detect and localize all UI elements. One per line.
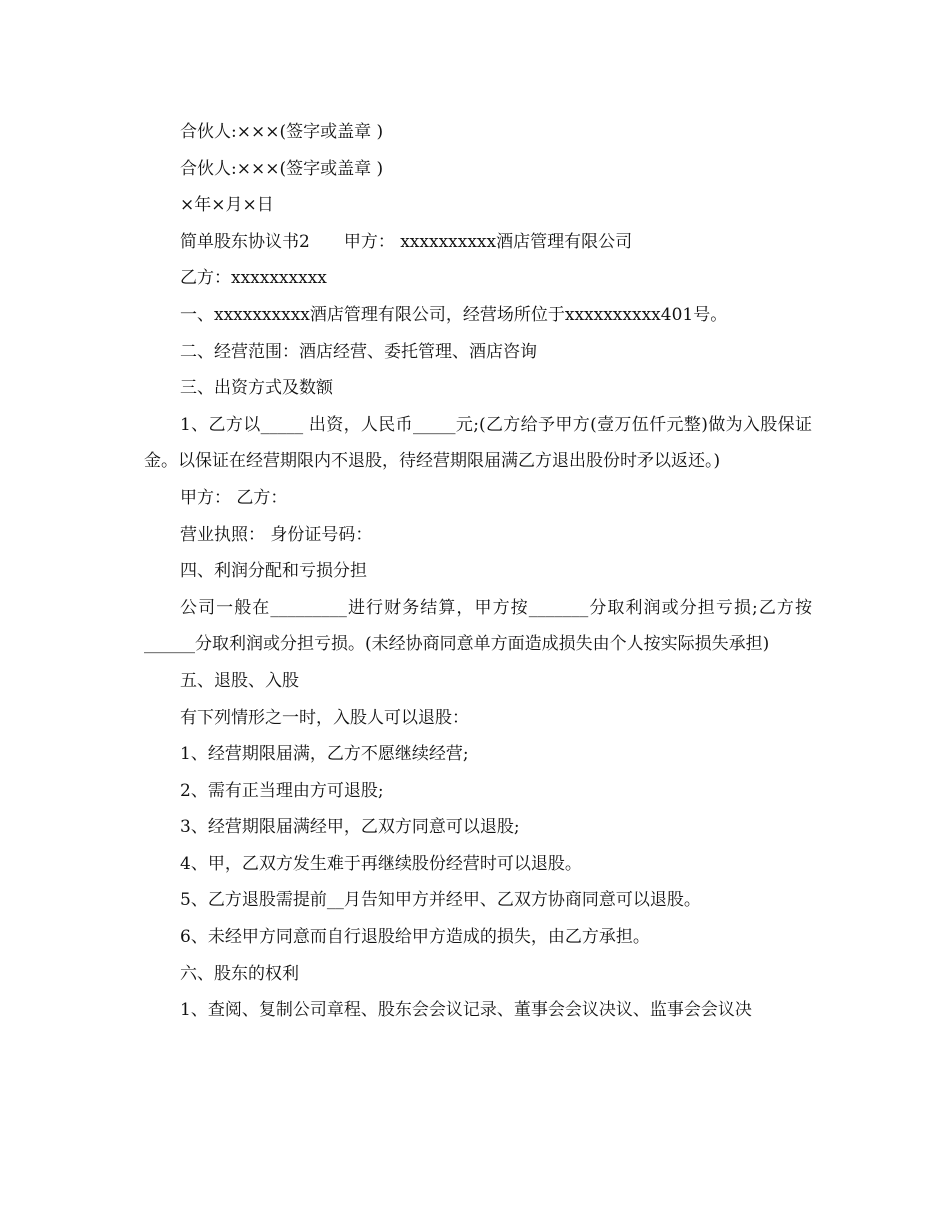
profit-paragraph: 公司一般在_________进行财务结算，甲方按_______分取利润或分担亏损;乙方按______分取利润或分担亏损。(未经协商同意单方面造成损失由个人按实际损失承担): [144, 597, 812, 655]
clause-2-business-scope: 二、经营范围：酒店经营、委托管理、酒店咨询: [180, 341, 537, 362]
shareholder-rights-item-1: 1、查阅、复制公司章程、股东会会议记录、董事会会议决议、监事会会议决: [180, 1000, 752, 1021]
withdrawal-intro: 有下列情形之一时，入股人可以退股：: [180, 707, 469, 728]
partner-signature-line-1: 合伙人:×××(签字或盖章 ): [180, 122, 384, 142]
clause-5-heading: 五、退股、入股: [180, 670, 299, 691]
license-id-line: 营业执照： 身份证号码：: [180, 524, 373, 545]
clause-6-heading: 六、股东的权利: [180, 963, 299, 984]
agreement-title-party-a: 简单股东协议书2 甲方： xxxxxxxxxx酒店管理有限公司: [180, 231, 633, 252]
clause-3-heading: 三、出资方式及数额: [180, 378, 333, 399]
withdrawal-item-1: 1、经营期限届满，乙方不愿继续经营;: [180, 744, 469, 765]
withdrawal-item-5: 5、乙方退股需提前__月告知甲方并经甲、乙双方协商同意可以退股。: [180, 890, 701, 911]
partner-signature-line-2: 合伙人:×××(签字或盖章 ): [180, 158, 384, 179]
clause-4-heading: 四、利润分配和亏损分担: [180, 561, 367, 582]
party-signature-line: 甲方： 乙方：: [180, 487, 288, 508]
clause-1-company: 一、xxxxxxxxxx酒店管理有限公司，经营场所位于xxxxxxxxxx401号。: [180, 304, 728, 325]
document-body: [144, 114, 812, 1029]
withdrawal-item-6: 6、未经甲方同意而自行退股给甲方造成的损失，由乙方承担。: [180, 927, 650, 948]
party-b-line: 乙方：xxxxxxxxxx: [180, 268, 327, 289]
date-line: ×年×月×日: [180, 195, 274, 216]
investment-paragraph: 1、乙方以_____ 出资，人民币_____元;(乙方给予甲方(壹万伍仟元整)做为入股保证金。以保证在经营期限内不退股，待经营期限届满乙方退出股份时矛以返还。): [144, 414, 812, 472]
withdrawal-item-3: 3、经营期限届满经甲，乙双方同意可以退股;: [180, 817, 520, 838]
withdrawal-item-2: 2、需有正当理由方可退股;: [180, 780, 384, 801]
withdrawal-item-4: 4、甲，乙双方发生难于再继续股份经营时可以退股。: [180, 853, 582, 874]
